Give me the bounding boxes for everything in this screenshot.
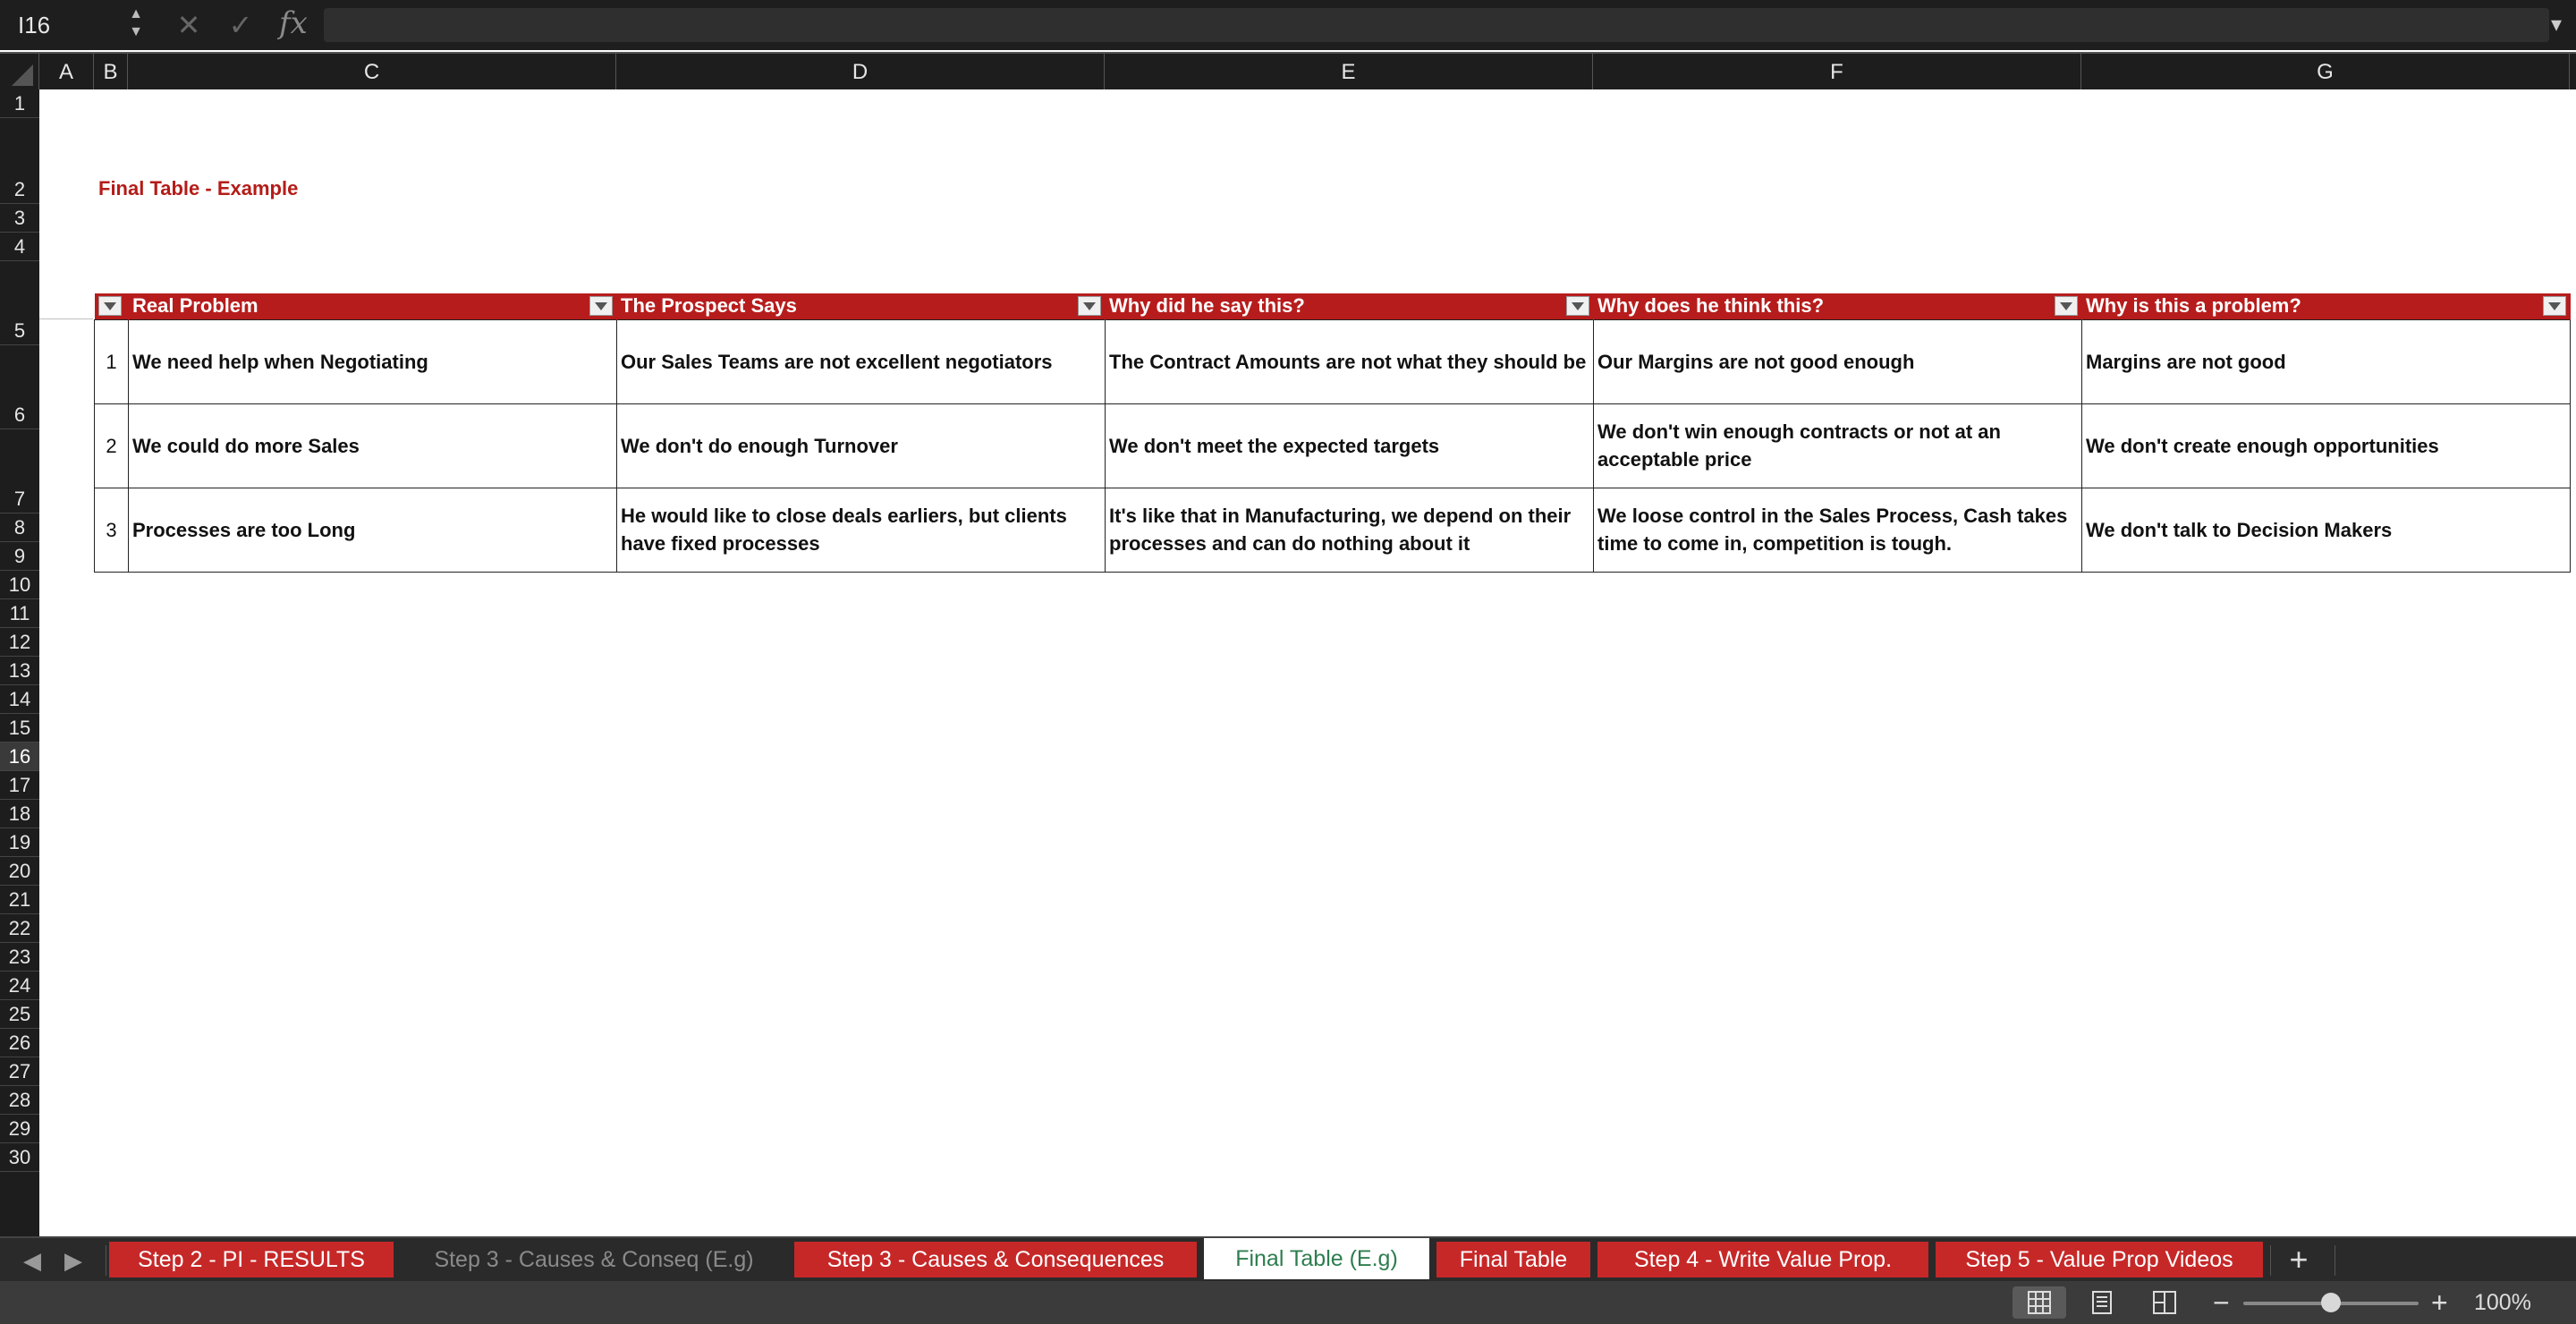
filter-dropdown-icon[interactable] xyxy=(589,296,613,316)
column-header-a[interactable]: A xyxy=(39,54,94,91)
table-cell[interactable]: We don't do enough Turnover xyxy=(617,403,1106,488)
row-header-23[interactable]: 23 xyxy=(0,943,39,972)
row-header-30[interactable]: 30 xyxy=(0,1143,39,1172)
page-layout-icon xyxy=(2089,1290,2114,1315)
page-break-view-button[interactable] xyxy=(2138,1286,2191,1319)
filter-dropdown-icon[interactable] xyxy=(2055,296,2078,316)
header-cell-real-problem[interactable]: Real Problem xyxy=(129,293,617,319)
gridline xyxy=(39,318,93,319)
sheet-tab-step2-pi-results[interactable]: Step 2 - PI - RESULTS xyxy=(109,1242,394,1277)
table-cell[interactable]: We need help when Negotiating xyxy=(129,319,617,403)
table-cell[interactable]: We don't win enough contracts or not at an acceptable price xyxy=(1594,403,2082,488)
header-cell-why-think[interactable]: Why does he think this? xyxy=(1594,293,2082,319)
row-header-29[interactable]: 29 xyxy=(0,1115,39,1143)
row-header-5[interactable]: 5 xyxy=(0,261,39,345)
name-box-stepper-icon[interactable]: ▲ ▼ xyxy=(129,6,143,39)
table-cell[interactable]: We loose control in the Sales Process, Cash takes time to come in, competition is tough. xyxy=(1594,488,2082,572)
row-header-13[interactable]: 13 xyxy=(0,657,39,685)
header-cell-why-problem[interactable]: Why is this a problem? xyxy=(2082,293,2571,319)
filter-dropdown-icon[interactable] xyxy=(2543,296,2566,316)
row-header-26[interactable]: 26 xyxy=(0,1029,39,1057)
row-header-24[interactable]: 24 xyxy=(0,972,39,1000)
column-header-b[interactable]: B xyxy=(94,54,128,91)
sheet-tab-final-table[interactable]: Final Table xyxy=(1436,1242,1590,1277)
row-header xyxy=(0,89,39,1236)
grid-view-icon xyxy=(2027,1290,2052,1315)
column-header xyxy=(0,52,2576,91)
status-bar xyxy=(0,1281,2576,1324)
table-cell-index[interactable]: 1 xyxy=(95,319,129,403)
sheet-tab-step4-value-prop[interactable]: Step 4 - Write Value Prop. xyxy=(1597,1242,1928,1277)
cancel-icon[interactable]: ✕ xyxy=(176,9,201,41)
normal-view-button[interactable] xyxy=(2012,1286,2066,1319)
row-header-8[interactable]: 8 xyxy=(0,513,39,542)
table-cell-index[interactable]: 2 xyxy=(95,403,129,488)
table-row xyxy=(95,319,2571,403)
row-header-10[interactable]: 10 xyxy=(0,571,39,599)
worksheet-grid[interactable] xyxy=(39,89,2576,1236)
table-cell[interactable]: Our Sales Teams are not excellent negotiators xyxy=(617,319,1106,403)
row-header-28[interactable]: 28 xyxy=(0,1086,39,1115)
sheet-tab-bar xyxy=(0,1236,2576,1283)
column-header-d[interactable]: D xyxy=(616,54,1105,91)
table-cell[interactable]: It's like that in Manufacturing, we depend on their processes and can do nothing about it xyxy=(1106,488,1594,572)
table-cell-index[interactable]: 3 xyxy=(95,488,129,572)
page-layout-view-button[interactable] xyxy=(2075,1286,2129,1319)
table-cell[interactable]: We don't meet the expected targets xyxy=(1106,403,1594,488)
row-header-11[interactable]: 11 xyxy=(0,599,39,628)
table-row xyxy=(95,488,2571,572)
scroll-tabs-right-icon[interactable]: ▶ xyxy=(64,1247,82,1274)
expand-formula-bar-icon[interactable]: ▾ xyxy=(2551,13,2563,37)
enter-icon[interactable]: ✓ xyxy=(228,9,253,41)
zoom-out-button[interactable]: − xyxy=(2213,1286,2230,1319)
table-row xyxy=(95,403,2571,488)
row-header-3[interactable]: 3 xyxy=(0,204,39,233)
sheet-tab-final-table-eg[interactable]: Final Table (E.g) xyxy=(1204,1238,1429,1279)
formula-input[interactable] xyxy=(324,8,2549,42)
divider xyxy=(2334,1245,2335,1276)
zoom-in-button[interactable]: + xyxy=(2431,1286,2448,1319)
table-cell[interactable]: We could do more Sales xyxy=(129,403,617,488)
row-header-15[interactable]: 15 xyxy=(0,714,39,743)
row-header-6[interactable]: 6 xyxy=(0,345,39,429)
column-header-c[interactable]: C xyxy=(128,54,616,91)
filter-dropdown-icon[interactable] xyxy=(1078,296,1101,316)
row-header-4[interactable]: 4 xyxy=(0,233,39,261)
row-header-9[interactable]: 9 xyxy=(0,542,39,571)
row-header-27[interactable]: 27 xyxy=(0,1057,39,1086)
formula-bar xyxy=(0,0,2576,50)
sheet-tab-step5-videos[interactable]: Step 5 - Value Prop Videos xyxy=(1936,1242,2263,1277)
function-icon[interactable]: fx xyxy=(279,5,308,41)
add-sheet-button[interactable]: + xyxy=(2289,1241,2309,1277)
table-header-row xyxy=(95,293,2571,319)
divider xyxy=(2270,1245,2271,1276)
row-header-18[interactable]: 18 xyxy=(0,800,39,828)
row-header-20[interactable]: 20 xyxy=(0,857,39,886)
row-header-22[interactable]: 22 xyxy=(0,914,39,943)
sheet-title[interactable]: Final Table - Example xyxy=(98,177,299,199)
column-header-f[interactable]: F xyxy=(1593,54,2081,91)
select-all-button[interactable] xyxy=(0,54,39,91)
row-header-21[interactable]: 21 xyxy=(0,886,39,914)
table-cell[interactable]: Our Margins are not good enough xyxy=(1594,319,2082,403)
header-cell-why-say[interactable]: Why did he say this? xyxy=(1106,293,1594,319)
row-header-12[interactable]: 12 xyxy=(0,628,39,657)
filter-dropdown-icon[interactable] xyxy=(98,296,122,316)
table-cell[interactable]: Margins are not good xyxy=(2082,319,2571,403)
row-header-2[interactable]: 2 xyxy=(0,118,39,204)
zoom-level[interactable]: 100% xyxy=(2474,1290,2531,1315)
row-header-7[interactable]: 7 xyxy=(0,429,39,513)
row-header-1[interactable]: 1 xyxy=(0,89,39,118)
row-header-17[interactable]: 17 xyxy=(0,771,39,800)
page-break-icon xyxy=(2152,1290,2177,1315)
row-header-16[interactable]: 16 xyxy=(0,743,39,771)
zoom-slider-handle[interactable] xyxy=(2321,1293,2341,1312)
name-box[interactable]: I16 xyxy=(7,7,148,43)
column-header-g[interactable]: G xyxy=(2081,54,2570,91)
scroll-tabs-left-icon[interactable]: ◀ xyxy=(23,1247,41,1274)
table-cell[interactable]: We don't talk to Decision Makers xyxy=(2082,488,2571,572)
table-cell[interactable]: Processes are too Long xyxy=(129,488,617,572)
table-cell[interactable]: He would like to close deals earliers, but clients have fixed processes xyxy=(617,488,1106,572)
sheet-tab-step3-causes[interactable]: Step 3 - Causes & Consequences xyxy=(794,1242,1197,1277)
filter-dropdown-icon[interactable] xyxy=(1566,296,1589,316)
header-cell-index[interactable] xyxy=(95,293,129,319)
row-header-25[interactable]: 25 xyxy=(0,1000,39,1029)
header-cell-prospect-says[interactable]: The Prospect Says xyxy=(617,293,1106,319)
row-header-14[interactable]: 14 xyxy=(0,685,39,714)
final-table xyxy=(94,293,2571,573)
row-header-19[interactable]: 19 xyxy=(0,828,39,857)
table-cell[interactable]: The Contract Amounts are not what they should be xyxy=(1106,319,1594,403)
table-cell[interactable]: We don't create enough opportunities xyxy=(2082,403,2571,488)
column-header-e[interactable]: E xyxy=(1105,54,1593,91)
sheet-tab-step3-causes-eg[interactable]: Step 3 - Causes & Conseq (E.g) xyxy=(401,1242,787,1277)
